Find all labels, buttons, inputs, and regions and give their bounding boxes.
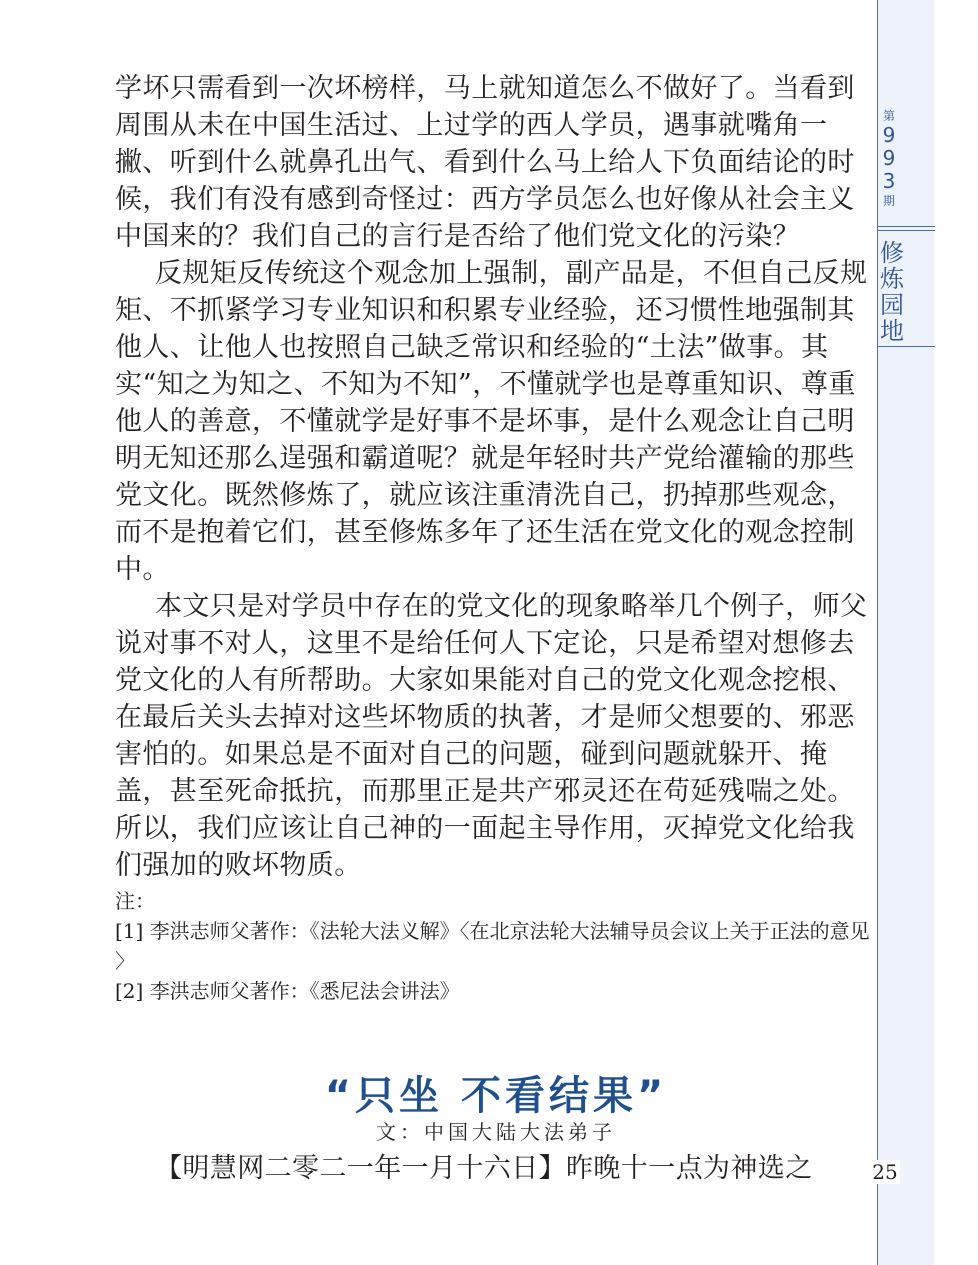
issue-number xyxy=(877,108,901,209)
note-item: [1] 李洪志师父著作：《法轮大法义解》〈在北京法轮大法辅导员会议上关于正法的意见 〉 xyxy=(115,919,870,973)
issue-digit-3: 3 xyxy=(882,169,896,193)
notes-label: 注： xyxy=(115,889,155,913)
side-divider-top-2 xyxy=(877,230,935,231)
article-first-line: 【明慧网二零二一年一月十六日】昨晚十一点为神选之 xyxy=(155,1153,813,1184)
section-char: 修 xyxy=(880,239,904,267)
article-author: 文：中国大陆大法弟子 xyxy=(376,1120,616,1144)
section-label xyxy=(879,240,905,344)
article-title: “只坐 不看结果” xyxy=(324,1073,668,1119)
paragraph: 反规矩反传统这个观念加上强制，副产品是，不但自己反规矩、不抓紧学习专业知识和积累专业经验，还习惯性地强制其他人、让他人也按照自己缺乏常识和经验的“土法”做事。其实“知之为知之、不知为不知”，不懂就学也是尊重知识、尊重他人的善意，不懂就学是好事不是坏事，是什么观念让自己明明无知还那么逞强和霸道呢？就是年轻时共产党给灌输的那些党文化。既然修炼了，就应该注重清洗自己，扔掉那些观念，而不是抱着它们，甚至修炼多年了还生活在党文化的观念控制中。 xyxy=(115,258,868,585)
section-char: 园 xyxy=(880,291,904,319)
side-divider-top xyxy=(877,226,935,227)
side-divider-bottom xyxy=(877,346,935,347)
paragraph: 学坏只需看到一次坏榜样，马上就知道怎么不做好了。当看到周围从未在中国生活过、上过学的西人学员，遇事就嘴角一撇、听到什么就鼻孔出气、看到什么马上给人下负面结论的时候，我们有没有感到奇怪过：西方学员怎么也好像从社会主义中国来的？我们自己的言行是否给了他们党文化的污染？ xyxy=(115,73,855,252)
issue-prefix: 第 xyxy=(882,109,895,123)
notes xyxy=(115,886,875,1006)
section-char: 地 xyxy=(880,317,904,345)
issue-digit-2: 9 xyxy=(882,146,896,170)
issue-digit-1: 9 xyxy=(882,123,896,147)
article-body xyxy=(115,70,875,1006)
page-number: 25 xyxy=(870,1160,900,1184)
paragraph: 本文只是对学员中存在的党文化的现象略举几个例子，师父说对事不对人，这里不是给任何人下定论，只是希望对想修去党文化的人有所帮助。大家如果能对自己的党文化观念挖根、在最后关头去掉对这些坏物质的执著，才是师父想要的、邪恶害怕的。如果总是不面对自己的问题，碰到问题就躲开、掩盖，甚至死命抵抗，而那里正是共产邪灵还在苟延残喘之处。所以，我们应该让自己神的一面起主导作用，灭掉党文化给我们强加的败坏物质。 xyxy=(115,591,868,881)
section-char: 炼 xyxy=(880,265,904,293)
issue-suffix: 期 xyxy=(882,194,895,208)
note-item: [2] 李洪志师父著作：《悉尼法会讲法》 xyxy=(115,979,460,1003)
